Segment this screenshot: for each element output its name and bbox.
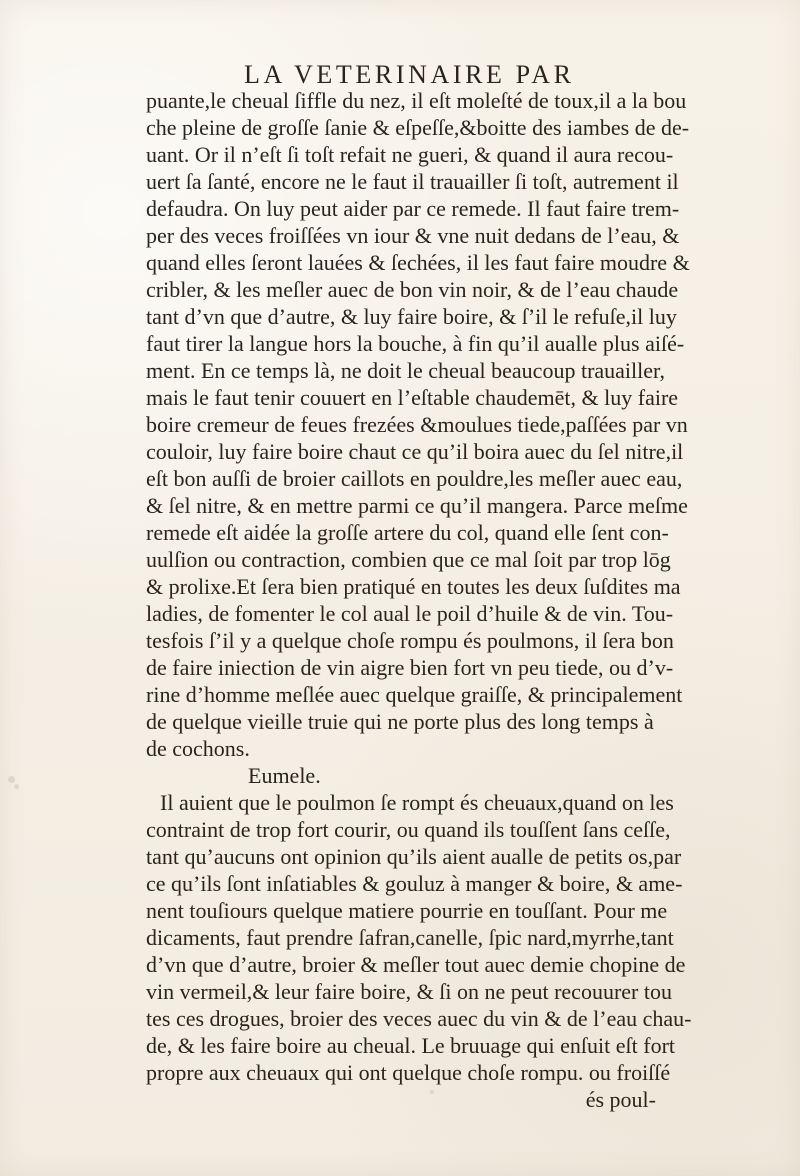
text-line-11: ment. En ce temps là, ne doit le cheual beaucoup trauailler, [146, 358, 665, 383]
text-line-34: vin vermeil,& leur faire boire, & ſi on ne peut recouurer tou [146, 979, 672, 1004]
text-line-28: contraint de trop fort courir, ou quand ils touſſent ſans ceſſe, [146, 817, 671, 842]
text-line-16: & ſel nitre, & en mettre parmi ce qu’il mangera. Parce meſme [146, 493, 688, 518]
text-line-1: puante,le cheual ſiffle du nez, il eſt moleſté de toux,il a la bou [146, 88, 687, 113]
text-line-15: eſt bon auſſi de broier caillots en pouldre,les meſler auec eau, [146, 466, 683, 491]
text-line-17: remede eſt aidée la groſſe artere du col, quand elle ſent con- [146, 520, 669, 545]
text-line-33: d’vn que d’autre, broier & meſler tout auec demie chopine de [146, 952, 686, 977]
catchword: és poul- [585, 1087, 656, 1112]
text-line-13: boire cremeur de feues frezées &moulues tiede,paſſées par vn [146, 412, 688, 437]
running-head: LA VETERINAIRE PAR [244, 60, 575, 89]
text-line-9: tant d’vn que d’autre, & luy faire boire, & ſ’il le refuſe,il luy [146, 304, 677, 329]
text-line-22: de faire iniection de vin aigre bien fort vn peu tiede, ou d’v- [146, 655, 674, 680]
text-line-3: uant. Or il n’eſt ſi toſt refait ne gueri, & quand il aura recou- [146, 142, 674, 167]
paper-stain [8, 776, 15, 783]
text-line-32: dicaments, faut prendre ſafran,canelle, ſpic nard,myrrhe,tant [146, 925, 674, 950]
text-line-10: faut tirer la langue hors la bouche, à fin qu’il aualle plus aiſé- [146, 331, 685, 356]
text-line-5: defaudra. On luy peut aider par ce remede. Il faut faire trem- [146, 196, 680, 221]
text-line-21: tesfois ſ’il y a quelque choſe rompu és poulmons, il ſera bon [146, 628, 674, 653]
section-heading: Eumele. [248, 763, 321, 788]
text-line-4: uert ſa ſanté, encore ne le faut il trauailler ſi toſt, autrement il [146, 169, 679, 194]
text-line-12: mais le faut tenir couuert en l’eſtable chaudemēt, & luy faire [146, 385, 679, 410]
text-line-7: quand elles ſeront lauées & ſechées, il les faut faire moudre & [146, 250, 690, 275]
text-line-30: ce qu’ils ſont inſatiables & gouluz à manger & boire, & ame- [146, 871, 683, 896]
text-line-24: de quelque vieille truie qui ne porte plus des long temps à [146, 709, 654, 734]
text-line-6: per des veces froiſſées vn iour & vne nuit dedans de l’eau, & [146, 223, 680, 248]
text-line-37: propre aux cheuaux qui ont quelque choſe rompu. ou froiſſé [146, 1060, 671, 1085]
text-line-2: che pleine de groſſe ſanie & eſpeſſe,&boitte des iambes de de- [146, 115, 690, 140]
text-line-31: nent touſiours quelque matiere pourrie en touſſant. Pour me [146, 898, 668, 923]
text-line-35: tes ces drogues, broier des veces auec du vin & de l’eau chau- [146, 1006, 692, 1031]
text-line-14: couloir, luy faire boire chaut ce qu’il boira auec du ſel nitre,il [146, 439, 684, 464]
text-line-27: Il auient que le poulmon ſe rompt és cheuaux,quand on les [160, 790, 674, 815]
text-line-19: & prolixe.Et ſera bien pratiqué en toutes les deux ſuſdites ma [146, 574, 681, 599]
text-line-20: ladies, de fomenter le col aual le poil d’huile & de vin. Tou- [146, 601, 674, 626]
text-line-23: rine d’homme meſlée auec quelque graiſſe, & principalement [146, 682, 683, 707]
page-text [146, 87, 692, 1113]
paper-stain [14, 784, 19, 789]
text-line-25: de cochons. [146, 736, 250, 761]
text-line-29: tant qu’aucuns ont opinion qu’ils aient aualle de petits os,par [146, 844, 682, 869]
text-line-8: cribler, & les meſler auec de bon vin noir, & de l’eau chaude [146, 277, 679, 302]
text-line-18: uulſion ou contraction, combien que ce mal ſoit par trop lōg [146, 547, 671, 572]
text-line-36: de, & les faire boire au cheual. Le bruuage qui enſuit eſt fort [146, 1033, 676, 1058]
